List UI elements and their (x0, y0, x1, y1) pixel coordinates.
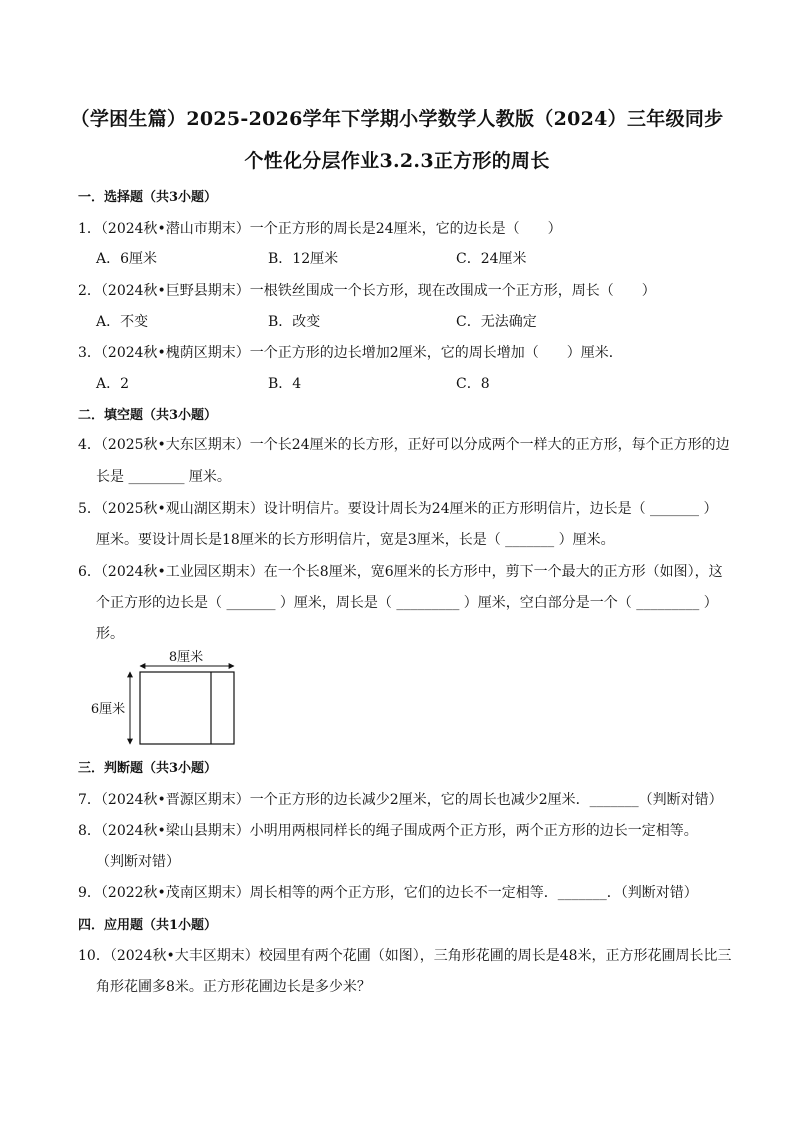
question-10-line-2: 角形花圃多8米。正方形花圃边长是多少米？ (96, 979, 371, 995)
question-3-stem: 3．（2024秋•槐荫区期末）一个正方形的边长增加2厘米，它的周长增加（ ）厘米． (78, 345, 623, 361)
question-9-line-1: 9．（2022秋•茂南区期末）周长相等的两个正方形，它们的边长不一定相等．_______．（判断对错） (78, 885, 698, 901)
question-8-line-2: （判断对错） (96, 854, 180, 870)
question-2-option-a[interactable]: A．不变 (96, 314, 149, 330)
question-6-rectangle-figure (86, 645, 246, 751)
question-6-line-1: 6．（2024秋•工业园区期末）在一个长8厘米，宽6厘米的长方形中，剪下一个最大的正方形（如图），这 (78, 564, 723, 580)
figure-width-label: 8厘米 (168, 650, 204, 665)
question-3-option-c[interactable]: C．8 (456, 376, 490, 392)
page-title-line-1: （学困生篇）2025-2026学年下学期小学数学人教版（2024）三年级同步 (70, 108, 724, 130)
question-6-line-2: 个正方形的边长是（ _______ ）厘米，周长是（ _________ ）厘米，空白部分是一个（ _________ ） (96, 595, 718, 611)
question-1-option-c[interactable]: C．24厘米 (456, 251, 527, 267)
question-8-line-1: 8．（2024秋•梁山县期末）小明用两根同样长的绳子围成两个正方形，两个正方形的边长一定相等。 (78, 823, 698, 839)
question-6-line-3: 形。 (96, 626, 124, 642)
outer-rectangle (140, 672, 234, 744)
question-4-line-1: 4．（2025秋•大东区期末）一个长24厘米的长方形，正好可以分成两个一样大的正方形，每个正方形的边 (78, 437, 730, 453)
section-heading-fill: 二．填空题（共3小题） (78, 408, 218, 423)
question-3-option-a[interactable]: A．2 (96, 376, 130, 392)
section-heading-judge: 三．判断题（共3小题） (78, 761, 218, 776)
section-heading-apply: 四．应用题（共1小题） (78, 918, 218, 933)
question-5-line-1: 5．（2025秋•观山湖区期末）设计明信片。要设计周长为24厘米的正方形明信片，边长是（ _______ ） (78, 501, 718, 517)
question-4-line-2: 长是 ________ 厘米。 (96, 469, 231, 485)
question-3-option-b[interactable]: B．4 (268, 376, 302, 392)
question-1-option-a[interactable]: A．6厘米 (96, 251, 158, 267)
question-5-line-2: 厘米。要设计周长是18厘米的长方形明信片，宽是3厘米，长是（ _______ ）厘米。 (96, 532, 615, 548)
figure-height-label: 6厘米 (90, 702, 126, 717)
question-2-stem: 2．（2024秋•巨野县期末）一根铁丝围成一个长方形，现在改围成一个正方形，周长（ ） (78, 283, 656, 299)
question-1-option-b[interactable]: B．12厘米 (268, 251, 339, 267)
section-heading-choice: 一．选择题（共3小题） (78, 190, 218, 205)
page-title-line-2: 个性化分层作业3.2.3正方形的周长 (244, 150, 550, 172)
question-2-option-b[interactable]: B．改变 (268, 314, 321, 330)
question-2-option-c[interactable]: C．无法确定 (456, 314, 537, 330)
question-7-line-1: 7．（2024秋•晋源区期末）一个正方形的边长减少2厘米，它的周长也减少2厘米．_______（判断对错） (78, 792, 723, 808)
question-1-stem: 1．（2024秋•潜山市期末）一个正方形的周长是24厘米，它的边长是（ ） (78, 221, 562, 237)
question-10-line-1: 10．（2024秋•大丰区期末）校园里有两个花圃（如图），三角形花圃的周长是48米，正方形花圃周长比三 (78, 948, 732, 964)
